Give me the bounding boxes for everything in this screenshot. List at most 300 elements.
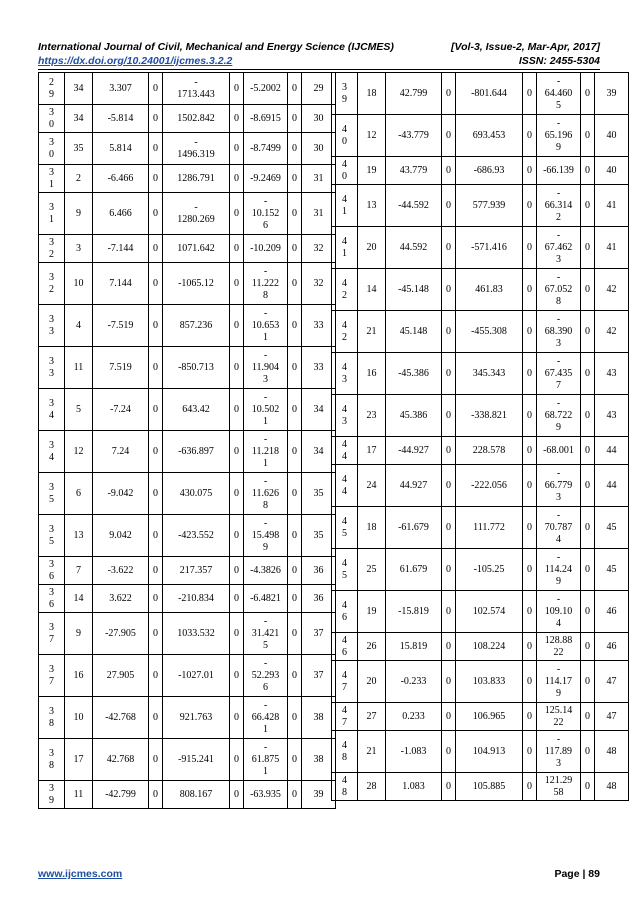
table-cell: 7.519 — [93, 347, 149, 389]
table-cell: -850.713 — [163, 347, 230, 389]
table-cell: 0 — [442, 633, 456, 661]
table-cell: 3 3 — [39, 305, 65, 347]
table-cell: 125.14 22 — [537, 703, 581, 731]
table-cell: 0 — [230, 515, 244, 557]
table-cell: 4 1 — [332, 185, 358, 227]
table-cell: 29 — [302, 73, 336, 105]
table-cell: 0 — [523, 269, 537, 311]
table-cell: 0 — [523, 185, 537, 227]
table-cell: 0 — [230, 235, 244, 263]
table-cell: 0 — [149, 515, 163, 557]
table-cell: 0 — [230, 263, 244, 305]
table-cell: 0 — [581, 731, 595, 773]
table-cell: 0 — [581, 591, 595, 633]
table-cell: 36 — [302, 585, 336, 613]
table-cell: 0 — [523, 157, 537, 185]
table-row — [332, 437, 629, 465]
table-cell: 1286.791 — [163, 165, 230, 193]
table-cell: 2 9 — [39, 73, 65, 105]
table-cell: 0 — [288, 165, 302, 193]
table-cell: 41 — [595, 227, 629, 269]
table-cell: 0 — [288, 235, 302, 263]
table-cell: 10 — [65, 263, 93, 305]
table-cell: 0 — [442, 703, 456, 731]
table-cell: 0 — [442, 731, 456, 773]
table-cell: 11 — [65, 347, 93, 389]
table-cell: 44.592 — [386, 227, 442, 269]
table-cell: 30 — [302, 133, 336, 165]
table-cell: 102.574 — [456, 591, 523, 633]
table-cell: 808.167 — [163, 781, 230, 809]
table-cell: 0 — [149, 557, 163, 585]
table-cell: -42.768 — [93, 697, 149, 739]
table-row — [39, 305, 336, 347]
table-cell: 45.386 — [386, 395, 442, 437]
table-cell: 4 6 — [332, 591, 358, 633]
table-cell: 34 — [65, 105, 93, 133]
table-cell: - 68.722 9 — [537, 395, 581, 437]
table-row — [332, 311, 629, 353]
table-cell: 41 — [595, 185, 629, 227]
table-cell: 16 — [65, 655, 93, 697]
table-cell: 0 — [288, 347, 302, 389]
table-cell: 42.768 — [93, 739, 149, 781]
table-cell: - 61.875 1 — [244, 739, 288, 781]
table-cell: -4.3826 — [244, 557, 288, 585]
table-cell: 3 0 — [39, 105, 65, 133]
table-cell: 0 — [149, 193, 163, 235]
table-cell: 430.075 — [163, 473, 230, 515]
table-cell: - 15.498 9 — [244, 515, 288, 557]
table-cell: 108.224 — [456, 633, 523, 661]
volume-issue: [Vol-3, Issue-2, Mar-Apr, 2017] — [451, 41, 600, 53]
table-cell: -7.24 — [93, 389, 149, 431]
table-row — [332, 465, 629, 507]
table-cell: 0 — [288, 655, 302, 697]
table-cell: 16 — [358, 353, 386, 395]
table-cell: 4 4 — [332, 437, 358, 465]
table-cell: 0 — [230, 305, 244, 347]
table-cell: -801.644 — [456, 73, 523, 115]
table-cell: 0 — [442, 311, 456, 353]
table-row — [39, 235, 336, 263]
table-cell: 0 — [581, 661, 595, 703]
table-cell: 3 2 — [39, 263, 65, 305]
table-cell: 0 — [288, 389, 302, 431]
table-row — [332, 507, 629, 549]
table-cell: 34 — [302, 389, 336, 431]
table-cell: 3 9 — [39, 781, 65, 809]
table-cell: - 66.428 1 — [244, 697, 288, 739]
table-cell: 3 1 — [39, 165, 65, 193]
table-row — [39, 739, 336, 781]
table-cell: -42.799 — [93, 781, 149, 809]
data-table-right — [331, 72, 629, 801]
table-cell: -6.4821 — [244, 585, 288, 613]
table-row — [39, 133, 336, 165]
table-cell: - 1280.269 — [163, 193, 230, 235]
table-cell: 0 — [581, 395, 595, 437]
table-cell: 0 — [442, 437, 456, 465]
table-cell: 0 — [149, 235, 163, 263]
table-cell: 43 — [595, 395, 629, 437]
table-cell: 4 1 — [332, 227, 358, 269]
table-cell: 4 2 — [332, 311, 358, 353]
table-cell: 0 — [442, 353, 456, 395]
table-cell: 106.965 — [456, 703, 523, 731]
table-cell: - 11.626 8 — [244, 473, 288, 515]
table-cell: -5.814 — [93, 105, 149, 133]
table-cell: 14 — [358, 269, 386, 311]
table-cell: 40 — [595, 115, 629, 157]
table-cell: 11 — [65, 781, 93, 809]
table-cell: 0 — [442, 591, 456, 633]
table-row — [39, 263, 336, 305]
table-cell: 20 — [358, 227, 386, 269]
table-row — [332, 549, 629, 591]
table-cell: 3 6 — [39, 557, 65, 585]
table-cell: - 66.314 2 — [537, 185, 581, 227]
table-cell: 0 — [523, 633, 537, 661]
table-cell: 111.772 — [456, 507, 523, 549]
table-cell: 0 — [288, 431, 302, 473]
table-cell: -15.819 — [386, 591, 442, 633]
table-cell: 14 — [65, 585, 93, 613]
table-row — [39, 389, 336, 431]
table-cell: 1033.532 — [163, 613, 230, 655]
table-cell: 4 8 — [332, 731, 358, 773]
table-row — [39, 613, 336, 655]
table-cell: 0 — [581, 227, 595, 269]
table-cell: - 70.787 4 — [537, 507, 581, 549]
table-cell: -45.148 — [386, 269, 442, 311]
table-cell: 47 — [595, 661, 629, 703]
table-cell: 0 — [149, 105, 163, 133]
table-cell: - 65.196 9 — [537, 115, 581, 157]
table-cell: -27.905 — [93, 613, 149, 655]
table-cell: 0 — [523, 549, 537, 591]
table-cell: 24 — [358, 465, 386, 507]
table-cell: - 1713.443 — [163, 73, 230, 105]
table-row — [332, 157, 629, 185]
table-cell: -1.083 — [386, 731, 442, 773]
table-cell: 34 — [302, 431, 336, 473]
table-cell: 9.042 — [93, 515, 149, 557]
table-cell: 0 — [149, 431, 163, 473]
table-cell: 0.233 — [386, 703, 442, 731]
table-cell: -455.308 — [456, 311, 523, 353]
table-row — [39, 655, 336, 697]
table-cell: 32 — [302, 235, 336, 263]
table-cell: 0 — [442, 227, 456, 269]
table-cell: 4 2 — [332, 269, 358, 311]
table-row — [39, 781, 336, 809]
table-cell: - 114.24 9 — [537, 549, 581, 591]
table-cell: 4 5 — [332, 549, 358, 591]
table-cell: -0.233 — [386, 661, 442, 703]
table-row — [332, 185, 629, 227]
table-cell: -63.935 — [244, 781, 288, 809]
table-cell: 217.357 — [163, 557, 230, 585]
table-cell: -8.7499 — [244, 133, 288, 165]
table-cell: 9 — [65, 193, 93, 235]
table-cell: - 10.152 6 — [244, 193, 288, 235]
table-cell: 4 7 — [332, 661, 358, 703]
table-cell: - 109.10 4 — [537, 591, 581, 633]
table-cell: 0 — [230, 585, 244, 613]
table-row — [332, 353, 629, 395]
table-cell: 0 — [581, 115, 595, 157]
table-cell: 0 — [581, 507, 595, 549]
table-cell: - 67.462 3 — [537, 227, 581, 269]
table-cell: 105.885 — [456, 773, 523, 801]
table-cell: 36 — [302, 557, 336, 585]
table-cell: 25 — [358, 549, 386, 591]
table-cell: 45.148 — [386, 311, 442, 353]
table-cell: 7.144 — [93, 263, 149, 305]
table-cell: 34 — [65, 73, 93, 105]
table-cell: 103.833 — [456, 661, 523, 703]
table-row — [332, 703, 629, 731]
table-cell: -571.416 — [456, 227, 523, 269]
table-cell: 0 — [288, 263, 302, 305]
table-cell: 0 — [523, 115, 537, 157]
table-cell: 104.913 — [456, 731, 523, 773]
table-cell: 0 — [581, 311, 595, 353]
table-cell: 37 — [302, 655, 336, 697]
issn: ISSN: 2455-5304 — [518, 55, 600, 67]
table-cell: 0 — [230, 73, 244, 105]
table-cell: 1502.842 — [163, 105, 230, 133]
table-cell: 0 — [149, 473, 163, 515]
table-cell: 48 — [595, 731, 629, 773]
table-cell: 18 — [358, 507, 386, 549]
table-cell: 0 — [230, 165, 244, 193]
table-cell: 23 — [358, 395, 386, 437]
table-cell: 0 — [149, 585, 163, 613]
table-cell: 43 — [595, 353, 629, 395]
table-cell: 0 — [230, 613, 244, 655]
table-cell: - 64.460 5 — [537, 73, 581, 115]
table-row — [332, 591, 629, 633]
table-cell: 5.814 — [93, 133, 149, 165]
table-cell: 38 — [302, 697, 336, 739]
table-cell: 0 — [230, 557, 244, 585]
table-cell: 4 4 — [332, 465, 358, 507]
table-cell: 0 — [523, 703, 537, 731]
table-cell: 0 — [288, 557, 302, 585]
table-cell: 0 — [230, 781, 244, 809]
table-cell: 3 6 — [39, 585, 65, 613]
table-cell: 6 — [65, 473, 93, 515]
table-cell: 0 — [149, 655, 163, 697]
table-cell: 0 — [523, 227, 537, 269]
table-cell: 3 4 — [39, 431, 65, 473]
table-cell: 121.29 58 — [537, 773, 581, 801]
table-cell: 0 — [288, 133, 302, 165]
table-cell: 0 — [523, 731, 537, 773]
table-row — [39, 585, 336, 613]
table-cell: 0 — [149, 781, 163, 809]
table-cell: 128.88 22 — [537, 633, 581, 661]
table-row — [332, 395, 629, 437]
table-cell: 61.679 — [386, 549, 442, 591]
table-cell: 4 0 — [332, 115, 358, 157]
page-footer — [38, 868, 600, 880]
table-cell: -44.927 — [386, 437, 442, 465]
table-cell: 3 — [65, 235, 93, 263]
table-cell: 0 — [230, 389, 244, 431]
table-cell: -44.592 — [386, 185, 442, 227]
table-cell: 13 — [65, 515, 93, 557]
table-cell: 0 — [149, 305, 163, 347]
table-cell: - 31.421 5 — [244, 613, 288, 655]
table-cell: 0 — [288, 105, 302, 133]
table-cell: 0 — [523, 465, 537, 507]
table-cell: 0 — [149, 697, 163, 739]
table-cell: 4 — [65, 305, 93, 347]
table-cell: 35 — [302, 515, 336, 557]
table-row — [39, 473, 336, 515]
table-cell: 0 — [523, 353, 537, 395]
table-cell: 42 — [595, 311, 629, 353]
table-cell: - 11.222 8 — [244, 263, 288, 305]
table-cell: -66.139 — [537, 157, 581, 185]
table-cell: - 1496.319 — [163, 133, 230, 165]
table-cell: 0 — [442, 549, 456, 591]
table-row — [39, 515, 336, 557]
table-cell: 3 3 — [39, 347, 65, 389]
table-cell: 0 — [581, 73, 595, 115]
table-cell: 0 — [149, 165, 163, 193]
table-cell: -7.519 — [93, 305, 149, 347]
table-cell: 40 — [595, 157, 629, 185]
table-cell: - 11.904 3 — [244, 347, 288, 389]
table-cell: 0 — [288, 585, 302, 613]
table-cell: 10 — [65, 697, 93, 739]
table-cell: 17 — [65, 739, 93, 781]
table-cell: 0 — [581, 437, 595, 465]
table-cell: -105.25 — [456, 549, 523, 591]
table-cell: 3 4 — [39, 389, 65, 431]
table-cell: 32 — [302, 263, 336, 305]
table-cell: - 117.89 3 — [537, 731, 581, 773]
table-cell: 0 — [149, 613, 163, 655]
table-cell: 0 — [149, 73, 163, 105]
table-cell: 39 — [595, 73, 629, 115]
table-cell: 26 — [358, 633, 386, 661]
table-cell: -1065.12 — [163, 263, 230, 305]
table-row — [332, 115, 629, 157]
table-cell: 9 — [65, 613, 93, 655]
table-row — [332, 731, 629, 773]
table-cell: 0 — [288, 613, 302, 655]
table-cell: 0 — [288, 73, 302, 105]
table-cell: 0 — [230, 347, 244, 389]
table-cell: - 66.779 3 — [537, 465, 581, 507]
table-cell: 37 — [302, 613, 336, 655]
page-number: Page | 89 — [554, 868, 600, 880]
table-cell: 0 — [581, 773, 595, 801]
table-cell: 4 8 — [332, 773, 358, 801]
table-cell: 47 — [595, 703, 629, 731]
table-row — [332, 633, 629, 661]
table-cell: -636.897 — [163, 431, 230, 473]
table-cell: - 10.502 1 — [244, 389, 288, 431]
table-cell: -7.144 — [93, 235, 149, 263]
doi-link[interactable]: https://dx.doi.org/10.24001/ijcmes.3.2.2 — [38, 55, 233, 67]
table-row — [39, 557, 336, 585]
table-cell: 45 — [595, 549, 629, 591]
table-cell: 3 1 — [39, 193, 65, 235]
table-cell: 0 — [230, 133, 244, 165]
table-cell: 19 — [358, 157, 386, 185]
table-cell: - 11.218 1 — [244, 431, 288, 473]
table-cell: 0 — [523, 591, 537, 633]
table-row — [332, 227, 629, 269]
table-cell: 0 — [523, 73, 537, 115]
table-cell: 0 — [288, 473, 302, 515]
table-cell: 0 — [288, 697, 302, 739]
table-cell: 12 — [65, 431, 93, 473]
table-cell: 1.083 — [386, 773, 442, 801]
table-cell: 33 — [302, 347, 336, 389]
table-cell: -43.779 — [386, 115, 442, 157]
table-cell: -6.466 — [93, 165, 149, 193]
table-cell: 31 — [302, 165, 336, 193]
table-cell: 461.83 — [456, 269, 523, 311]
table-cell: 3 7 — [39, 613, 65, 655]
table-cell: -686.93 — [456, 157, 523, 185]
table-cell: 39 — [302, 781, 336, 809]
table-cell: -915.241 — [163, 739, 230, 781]
table-row — [39, 73, 336, 105]
table-cell: 43.779 — [386, 157, 442, 185]
table-row — [39, 431, 336, 473]
table-cell: 44 — [595, 437, 629, 465]
table-cell: -45.386 — [386, 353, 442, 395]
table-cell: 0 — [523, 437, 537, 465]
table-cell: 48 — [595, 773, 629, 801]
table-cell: 0 — [442, 773, 456, 801]
table-cell: 921.763 — [163, 697, 230, 739]
table-cell: 44.927 — [386, 465, 442, 507]
table-cell: 857.236 — [163, 305, 230, 347]
website-link[interactable]: www.ijcmes.com — [38, 868, 123, 880]
table-cell: 3 5 — [39, 473, 65, 515]
table-cell: 0 — [149, 739, 163, 781]
journal-title: International Journal of Civil, Mechanical and Energy Science (IJCMES) — [38, 41, 394, 53]
table-cell: 577.939 — [456, 185, 523, 227]
journal-header — [38, 40, 600, 54]
table-cell: 6.466 — [93, 193, 149, 235]
table-cell: 5 — [65, 389, 93, 431]
table-cell: 0 — [442, 269, 456, 311]
table-cell: 228.578 — [456, 437, 523, 465]
table-cell: 4 5 — [332, 507, 358, 549]
table-cell: 1071.642 — [163, 235, 230, 263]
table-cell: 3 9 — [332, 73, 358, 115]
table-cell: -3.622 — [93, 557, 149, 585]
table-cell: 15.819 — [386, 633, 442, 661]
table-cell: 0 — [288, 193, 302, 235]
table-cell: 12 — [358, 115, 386, 157]
table-cell: 0 — [523, 773, 537, 801]
table-row — [332, 773, 629, 801]
table-cell: 0 — [581, 157, 595, 185]
table-row — [39, 193, 336, 235]
table-cell: 0 — [230, 655, 244, 697]
